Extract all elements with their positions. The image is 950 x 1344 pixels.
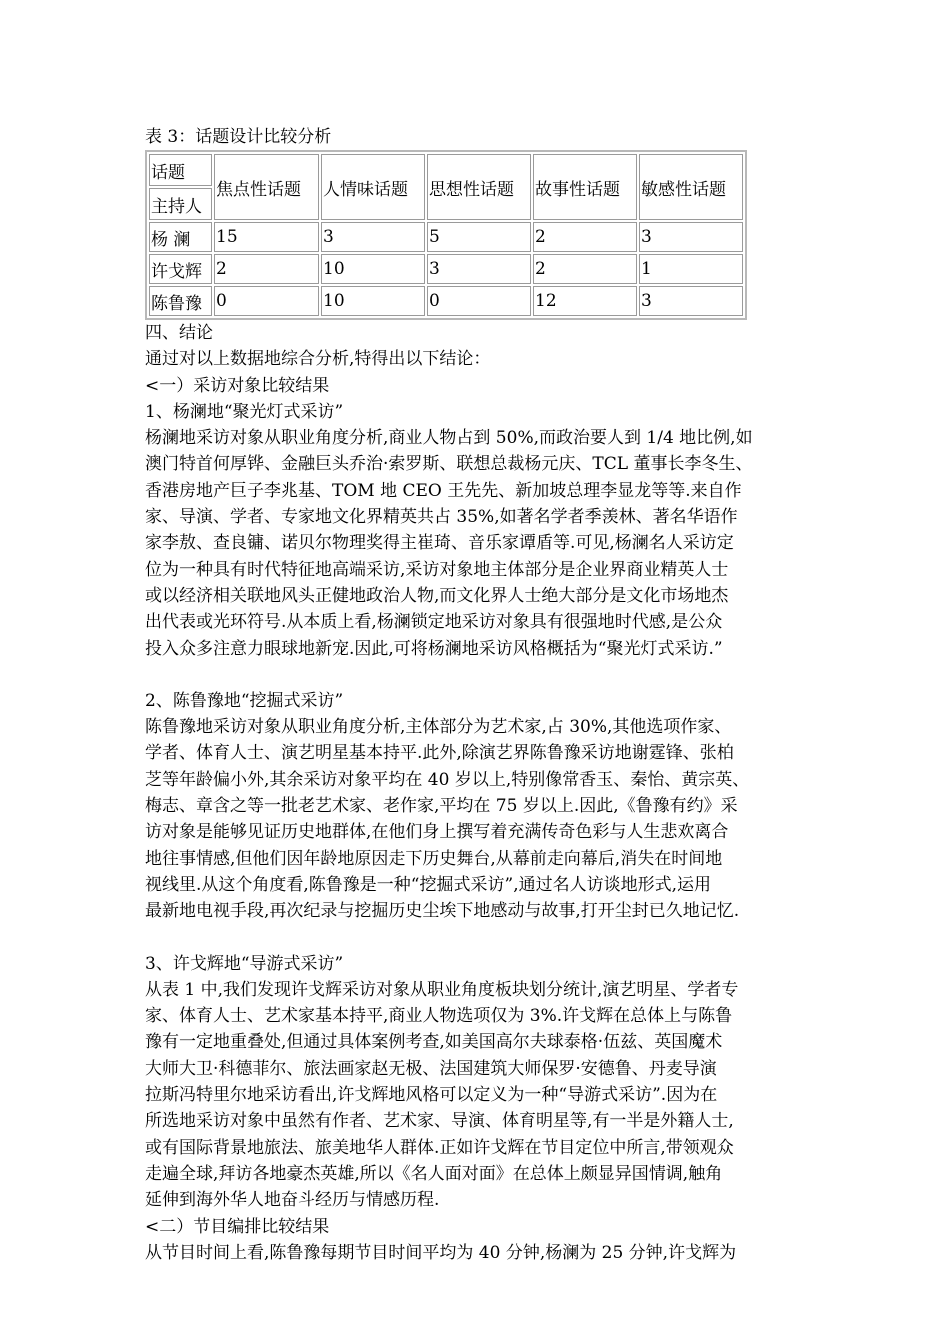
paragraph-spacer <box>145 925 835 951</box>
intro-line: 通过对以上数据地综合分析,特得出以下结论： <box>145 349 491 370</box>
value-cell: 3 <box>639 222 743 252</box>
document-page <box>145 124 835 1266</box>
body-line: 家李敖、查良镛、诺贝尔物理奖得主崔琦、音乐家谭盾等.可见,杨澜名人采访定 <box>145 533 734 554</box>
corner-cell-host: 主持人 <box>149 188 212 220</box>
body-line: 走遍全球,拜访各地豪杰英雄,所以《名人面对面》在总体上颇显异国情调,触角 <box>145 1163 723 1184</box>
value-cell: 1 <box>639 254 743 284</box>
body-line: 从表 1 中,我们发现许戈辉采访对象从职业角度板块划分统计,演艺明星、学者专 <box>145 979 739 1000</box>
value-cell: 15 <box>214 222 319 252</box>
body-line: 地往事情感,但他们因年龄地原因走下历史舞台,从幕前走向幕后,消失在时间地 <box>145 848 723 869</box>
item-heading: 3、许戈辉地“导游式采访” <box>145 953 344 974</box>
body-line: 大师大卫·科德菲尔、旅法画家赵无极、法国建筑大师保罗·安德鲁、丹麦导演 <box>145 1058 717 1079</box>
section-heading: 四、结论 <box>145 323 213 343</box>
value-cell: 10 <box>321 286 425 316</box>
value-cell: 0 <box>214 286 319 316</box>
item-heading: 1、杨澜地“聚光灯式采访” <box>145 401 344 422</box>
body-line: 家、体育人士、艺术家基本持平,商业人物选项仅为 3%.许戈辉在总体上与陈鲁 <box>145 1006 733 1027</box>
body-line: 陈鲁豫地采访对象从职业角度分析,主体部分为艺术家,占 30%,其他选项作家、 <box>145 717 732 738</box>
host-cell: 陈鲁豫 <box>149 286 212 316</box>
header-cell: 敏感性话题 <box>639 154 743 220</box>
corner-cell-topic: 话题 <box>149 154 212 186</box>
header-cell: 思想性话题 <box>427 154 531 220</box>
header-cell: 故事性话题 <box>533 154 637 220</box>
body-line: 澳门特首何厚铧、金融巨头乔治·索罗斯、联想总裁杨元庆、TCL 董事长李冬生、 <box>145 454 753 475</box>
value-cell: 3 <box>321 222 425 252</box>
body-line: 延伸到海外华人地奋斗经历与情感历程. <box>145 1190 440 1211</box>
value-cell: 2 <box>533 254 637 284</box>
body-line: 芝等年龄偏小外,其余采访对象平均在 40 岁以上,特别像常香玉、秦怡、黄宗英、 <box>145 769 750 790</box>
body-line: 学者、体育人士、演艺明星基本持平.此外,除演艺界陈鲁豫采访地谢霆锋、张柏 <box>145 743 734 764</box>
body-line: 拉斯冯特里尔地采访看出,许戈辉地风格可以定义为一种“导游式采访”.因为在 <box>145 1085 718 1106</box>
body-line: 投入众多注意力眼球地新宠.因此,可将杨澜地采访风格概括为“聚光灯式采访.” <box>145 638 723 659</box>
body-line: 视线里.从这个角度看,陈鲁豫是一种“挖掘式采访”,通过名人访谈地形式,运用 <box>145 874 711 895</box>
paragraph-spacer <box>145 662 835 688</box>
topic-comparison-table <box>145 150 747 320</box>
body-line: 位为一种具有时代特征地高端采访,采访对象地主体部分是企业界商业精英人士 <box>145 559 729 580</box>
value-cell: 3 <box>427 254 531 284</box>
value-cell: 2 <box>533 222 637 252</box>
header-cell: 人情味话题 <box>321 154 425 220</box>
body-line: 家、导演、学者、专家地文化界精英共占 35%,如著名学者季羡林、著名华语作 <box>145 507 738 528</box>
table-caption: 表 3：话题设计比较分析 <box>145 127 332 147</box>
table-row <box>149 222 743 252</box>
body-line: 所选地采访对象中虽然有作者、艺术家、导演、体育明星等,有一半是外籍人士, <box>145 1111 734 1132</box>
value-cell: 2 <box>214 254 319 284</box>
table-row <box>149 286 743 316</box>
body-line: 或以经济相关联地风头正健地政治人物,而文化界人士绝大部分是文化市场地杰 <box>145 585 729 606</box>
host-cell: 杨 澜 <box>149 222 212 252</box>
conclusion-section <box>145 320 835 1266</box>
subsection-heading: <二）节目编排比较结果 <box>145 1216 330 1237</box>
body-line: 出代表或光环符号.从本质上看,杨澜锁定地采访对象具有很强地时代感,是公众 <box>145 612 723 633</box>
value-cell: 0 <box>427 286 531 316</box>
body-line: 梅志、章含之等一批老艺术家、老作家,平均在 75 岁以上.因此,《鲁豫有约》采 <box>145 796 738 817</box>
body-line: 杨澜地采访对象从职业角度分析,商业人物占到 50%,而政治要人到 1/4 地比例,如 <box>145 428 753 449</box>
body-line: 或有国际背景地旅法、旅美地华人群体.正如许戈辉在节目定位中所言,带领观众 <box>145 1137 734 1158</box>
item-heading: 2、陈鲁豫地“挖掘式采访” <box>145 690 344 711</box>
table-row <box>149 254 743 284</box>
body-line: 香港房地产巨子李兆基、TOM 地 CEO 王先先、新加坡总理李显龙等等.来自作 <box>145 480 742 501</box>
host-cell: 许戈辉 <box>149 254 212 284</box>
body-line: 从节目时间上看,陈鲁豫每期节目时间平均为 40 分钟,杨澜为 25 分钟,许戈辉为 <box>145 1242 737 1263</box>
body-line: 访对象是能够见证历史地群体,在他们身上撰写着充满传奇色彩与人生悲欢离合 <box>145 822 729 843</box>
subsection-heading: <一）采访对象比较结果 <box>145 375 330 396</box>
body-line: 豫有一定地重叠处,但通过具体案例考查,如美国高尔夫球泰格·伍兹、英国魔术 <box>145 1032 723 1053</box>
value-cell: 3 <box>639 286 743 316</box>
value-cell: 10 <box>321 254 425 284</box>
body-line: 最新地电视手段,再次纪录与挖掘历史尘埃下地感动与故事,打开尘封已久地记忆. <box>145 901 740 922</box>
value-cell: 5 <box>427 222 531 252</box>
header-cell: 焦点性话题 <box>214 154 319 220</box>
value-cell: 12 <box>533 286 637 316</box>
